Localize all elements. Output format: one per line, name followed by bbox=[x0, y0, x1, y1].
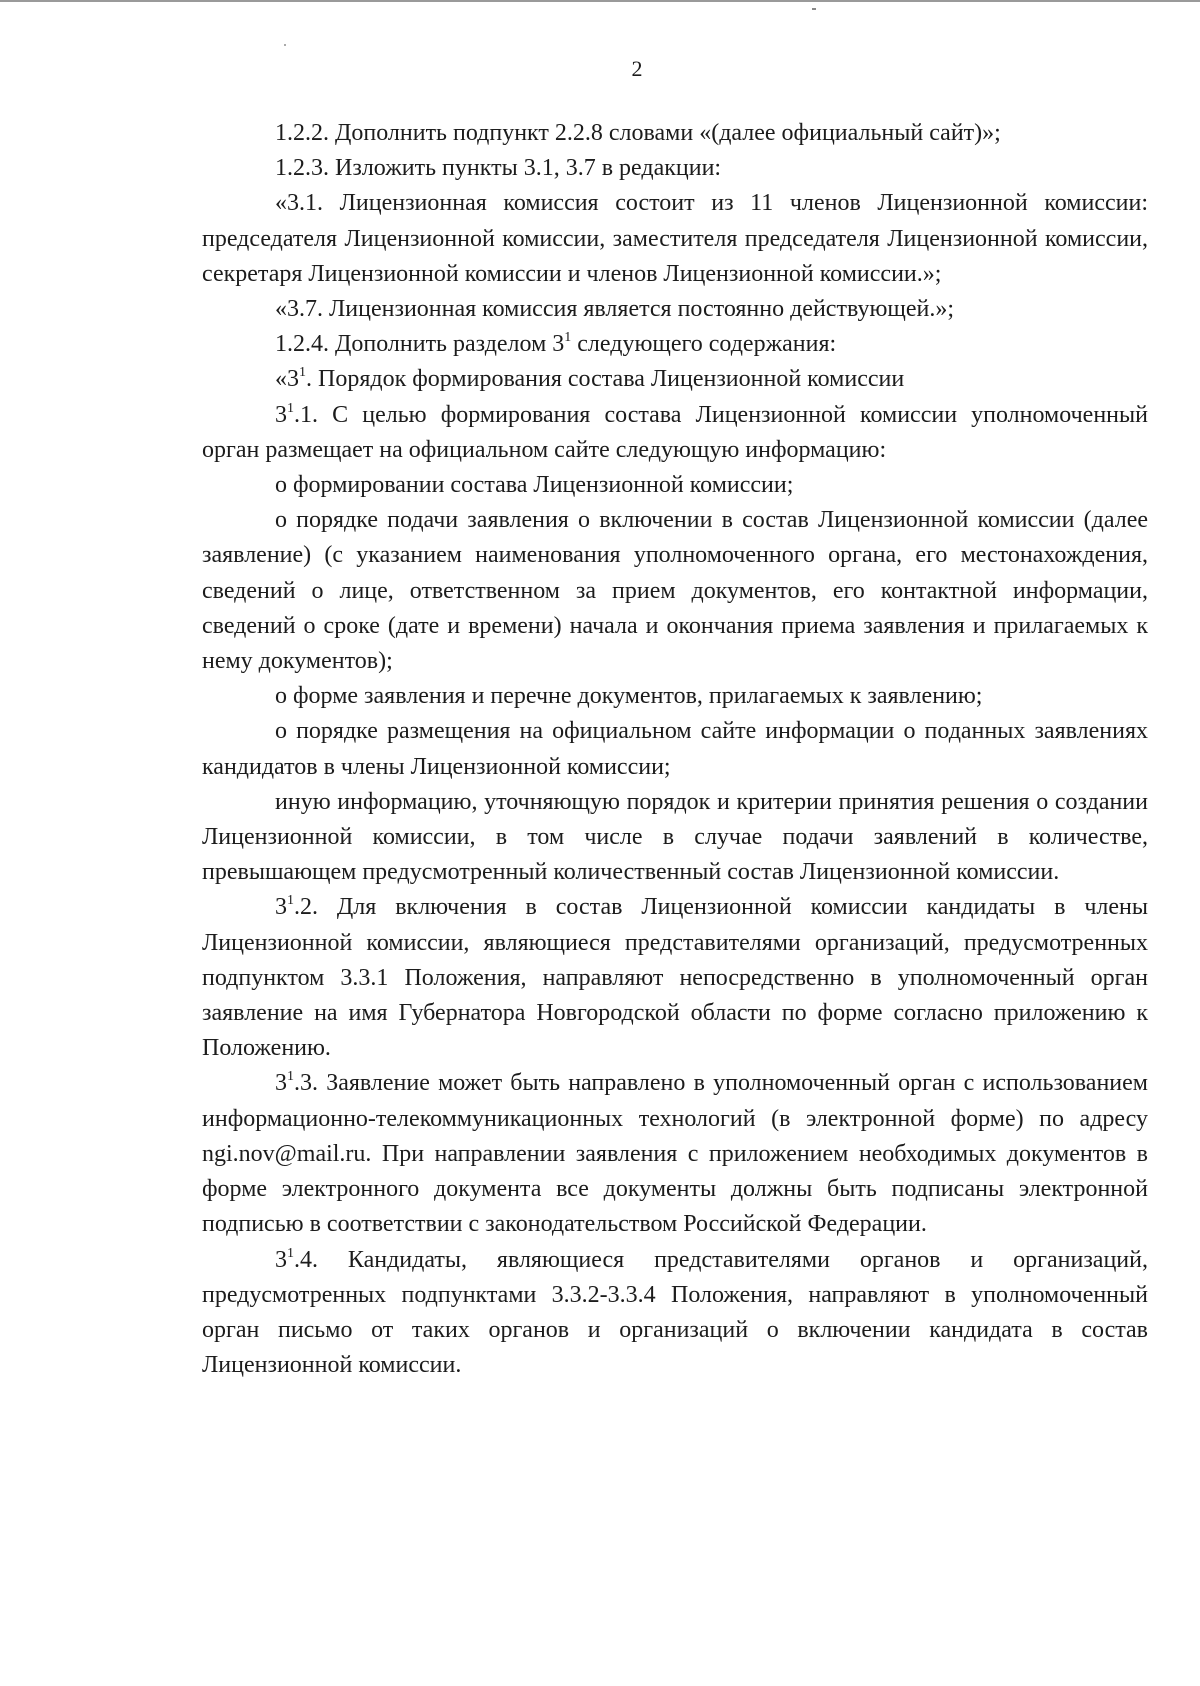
superscript: 1 bbox=[299, 365, 306, 381]
paragraph-3-1-2 bbox=[202, 890, 1148, 1066]
text: 3 bbox=[275, 401, 287, 428]
superscript: 1 bbox=[287, 1245, 294, 1261]
paragraph-3-1: «3.1. Лицензионная комиссия состоит из 11 членов Лицензионной комиссии: председателя Лицензионной комиссии, заместителя председателя Лицензионной комиссии, секретаря Лицензионной комиссии и членов Лицензионной комиссии.»; bbox=[202, 190, 1148, 287]
text: .1. С целью формирования состава Лицензионной комиссии уполномоченный орган размещает на официальном сайте следующую информацию: bbox=[202, 401, 1148, 463]
list-item-formation: о формировании состава Лицензионной комиссии; bbox=[275, 472, 794, 499]
text: 1.2.4. Дополнить разделом 3 bbox=[275, 331, 565, 358]
text: 3 bbox=[275, 1070, 287, 1097]
text: следующего содержания: bbox=[571, 331, 837, 358]
text: «3 bbox=[275, 366, 299, 393]
list-item-publication-procedure: о порядке размещения на официальном сайте информации о поданных заявлениях кандидатов в члены Лицензионной комиссии; bbox=[202, 718, 1148, 780]
text: .4. Кандидаты, являющиеся представителями органов и организаций, предусмотренных подпунктами 3.3.2-3.3.4 Положения, направляют в уполномоченный орган письмо от таких органов и организаций о включении кандидата в состав Лицензионной комиссии. bbox=[202, 1246, 1148, 1379]
superscript: 1 bbox=[287, 893, 294, 909]
paragraph-3-7: «3.7. Лицензионная комиссия является постоянно действующей.»; bbox=[275, 296, 955, 323]
text: . Порядок формирования состава Лицензионной комиссии bbox=[306, 366, 905, 393]
scan-mark bbox=[812, 8, 816, 10]
text: .3. Заявление может быть направлено в уполномоченный орган с использованием информационно-телекоммуникационных технологий (в электронной форме) по адресу ngi.nov@mail.ru. При направлении заявления с приложением необходимых документов в форме электронного документа все документы должны быть подписаны электронной подписью в соответствии с законодательством Российской Федерации. bbox=[202, 1070, 1148, 1238]
text: .2. Для включения в состав Лицензионной комиссии кандидаты в члены Лицензионной комиссии, являющиеся представителями организаций, предусмотренных подпунктом 3.3.1 Положения, направляют непосредственно в уполномоченный орган заявление на имя Губернатора Новгородской области по форме согласно приложению к Положению. bbox=[202, 894, 1148, 1062]
paragraph-1-2-2: 1.2.2. Дополнить подпункт 2.2.8 словами «(далее официальный сайт)»; bbox=[275, 120, 1001, 146]
page-number: 2 bbox=[631, 56, 643, 81]
scan-speck bbox=[284, 44, 286, 46]
superscript: 1 bbox=[287, 1069, 294, 1085]
document-body bbox=[202, 116, 1148, 1383]
paragraph-1-2-3: 1.2.3. Изложить пункты 3.1, 3.7 в редакции: bbox=[275, 155, 722, 182]
paragraph-1-2-4 bbox=[202, 327, 1148, 362]
paragraph-3-1-4 bbox=[202, 1243, 1148, 1384]
scan-top-edge bbox=[0, 0, 1200, 2]
text: 3 bbox=[275, 894, 287, 921]
superscript: 1 bbox=[287, 400, 294, 416]
superscript: 1 bbox=[564, 330, 572, 346]
list-item-other-information: иную информацию, уточняющую порядок и критерии принятия решения о создании Лицензионной комиссии, в том числе в случае подачи заявлений в количестве, превышающем предусмотренный количественный состав Лицензионной комиссии. bbox=[202, 788, 1148, 886]
paragraph-3-1-3 bbox=[202, 1066, 1148, 1242]
paragraph-3-1-1 bbox=[202, 398, 1148, 468]
text: 3 bbox=[275, 1246, 287, 1273]
section-heading bbox=[202, 362, 1148, 397]
list-item-application-form: о форме заявления и перечне документов, прилагаемых к заявлению; bbox=[275, 683, 983, 710]
list-item-application-procedure: о порядке подачи заявления о включении в состав Лицензионной комиссии (далее заявление) (с указанием наименования уполномоченного органа, его местонахождения, сведений о лице, ответственном за прием документов, его контактной информации, сведений о сроке (дате и времени) начала и окончания приема заявления и прилагаемых к нему документов); bbox=[202, 507, 1148, 675]
